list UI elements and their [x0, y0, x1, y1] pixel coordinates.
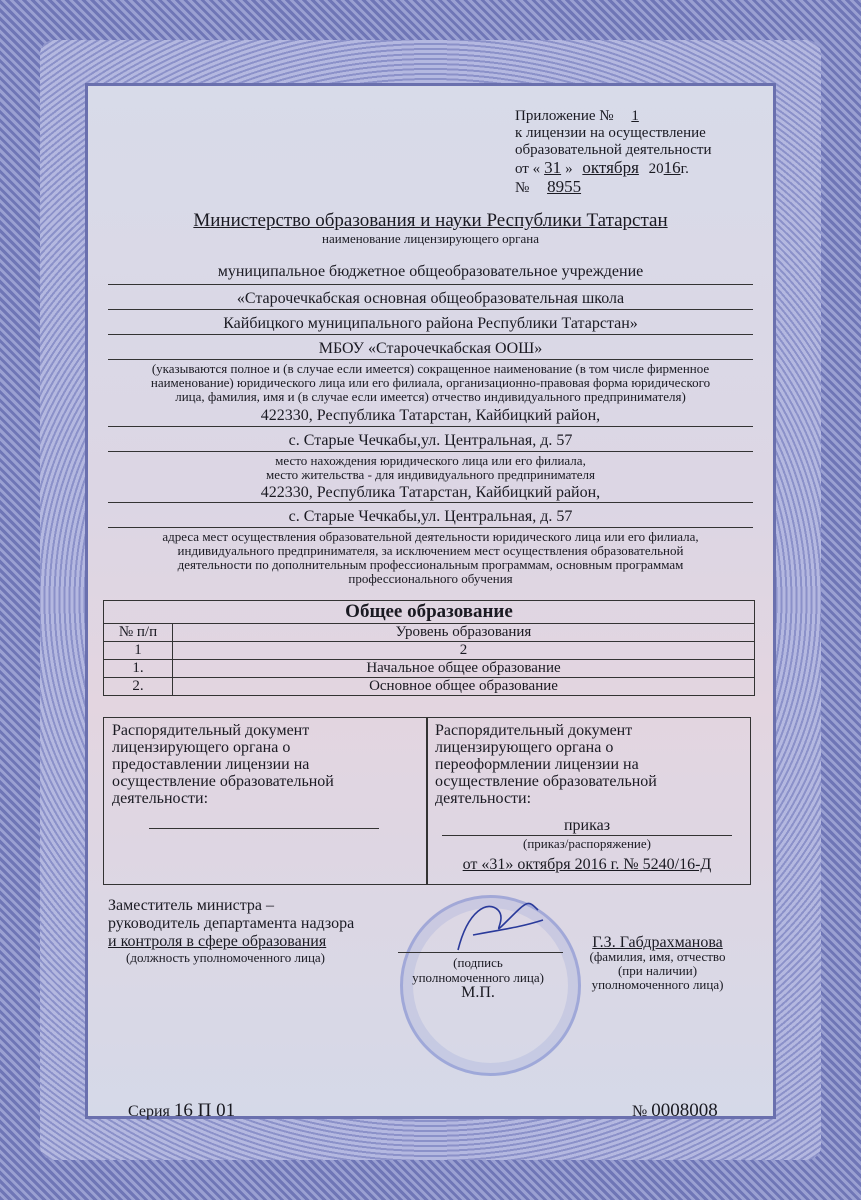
grant-document-box [103, 717, 428, 885]
reissue-document-box [426, 717, 751, 885]
doc-text: Распорядительный документ [435, 722, 633, 739]
number-label: № [515, 180, 530, 196]
license-number: 8955 [547, 177, 582, 196]
name-caption: (при наличии) [617, 963, 698, 978]
doc-text: предоставлении лицензии на [112, 756, 310, 773]
org-line: Кайбицкого муниципального района Республики Татарстан» [108, 310, 753, 335]
table-row [104, 678, 755, 696]
org-line: «Старочечкабская основная общеобразовательная школа [108, 285, 753, 310]
appendix-label: Приложение № [515, 108, 614, 124]
signature-block [398, 952, 558, 1000]
name-caption: (фамилия, имя, отчество [589, 949, 726, 964]
seal-label: М.П. [461, 984, 495, 1001]
education-levels-table [103, 600, 755, 696]
doc-text: деятельности: [112, 790, 209, 807]
month: октября [582, 158, 639, 177]
caption-line: наименование) юридического лица или его филиала, организационно-правовая форма юридического [150, 375, 711, 390]
position-line: и контроля в сфере образования [108, 933, 327, 950]
doc-text: лицензирующего органа о [112, 739, 291, 756]
year-suffix: г. [680, 161, 689, 177]
signatory-position [108, 897, 354, 965]
series [128, 1100, 235, 1122]
blank-line [149, 828, 379, 829]
numbering-cell: 1 [104, 642, 173, 660]
sign-caption: (подпись [453, 955, 503, 970]
caption-line: место жительства - для индивидуального предпринимателя [265, 467, 596, 482]
numbering-cell: 2 [173, 642, 755, 660]
form-number [632, 1100, 718, 1122]
handwritten-signature [438, 890, 548, 960]
form-number-value: 0008008 [651, 1100, 718, 1121]
row-level: Основное общее образование [173, 678, 755, 696]
location-line: с. Старые Чечкабы,ул. Центральная, д. 57 [108, 427, 753, 452]
row-number: 2. [104, 678, 173, 696]
table-row [104, 660, 755, 678]
doc-text: осуществление образовательной [435, 773, 657, 790]
date-prefix: от « [515, 161, 541, 177]
org-short-name: МБОУ «Старочечкабская ООШ» [108, 335, 753, 360]
caption-line: профессионального обучения [348, 571, 513, 586]
caption-line: деятельности по дополнительным профессиональным программам, основным программам [177, 557, 684, 572]
signatory-name: Г.З. Габдрахманова [592, 934, 723, 951]
row-number: 1. [104, 660, 173, 678]
doc-type: приказ [442, 817, 732, 836]
series-value: 16 П 01 [173, 1100, 236, 1121]
appendix-block: Приложение № 1 к лицензии на осуществление образовательной деятельности от « 31 » октября 2016г. № 8955 [515, 108, 765, 197]
series-label: Серия [128, 1103, 170, 1120]
name-caption: уполномоченного лица) [591, 977, 724, 992]
header-cell: Уровень образования [173, 624, 755, 642]
caption-line: место нахождения юридического лица или его филиала, [275, 453, 586, 468]
authority-caption: наименование лицензирующего органа [322, 231, 539, 246]
year-prefix: 20 [648, 161, 664, 177]
doc-reference: от «31» октября 2016 г. № 5240/16-Д [462, 856, 712, 873]
caption-line: (указываются полное и (в случае если имеется) сокращенное наименование (в том числе фирменное [151, 361, 710, 376]
caption-line: лица, фамилия, имя и (в случае если имеется) отчество индивидуального предпринимателя) [175, 389, 686, 404]
day: 31 [544, 158, 562, 177]
location-line: 422330, Республика Татарстан, Кайбицкий район, [108, 404, 753, 427]
header-cell: № п/п [104, 624, 173, 642]
sign-caption: уполномоченного лица) [412, 970, 544, 985]
authority-name: Министерство образования и науки Республики Татарстан [193, 210, 668, 231]
organization-block [108, 260, 753, 586]
row-level: Начальное общее образование [173, 660, 755, 678]
signatory-name-block [575, 935, 740, 992]
appendix-line: к лицензии на осуществление [515, 125, 706, 141]
position-caption: (должность уполномоченного лица) [126, 950, 326, 965]
doc-text: лицензирующего органа о [435, 739, 614, 756]
form-number-label: № [632, 1103, 648, 1120]
position-line: руководитель департамента надзора [108, 915, 355, 932]
year: 16 [663, 158, 681, 177]
appendix-number: 1 [631, 108, 639, 124]
org-line: муниципальное бюджетное общеобразовательное учреждение [108, 260, 753, 285]
doc-text: переоформлении лицензии на [435, 756, 639, 773]
doc-type-caption: (приказ/распоряжение) [523, 836, 651, 851]
position-line: Заместитель министра – [108, 897, 274, 914]
appendix-line: образовательной деятельности [515, 142, 712, 158]
table-title: Общее образование [104, 601, 755, 624]
address-line: с. Старые Чечкабы,ул. Центральная, д. 57 [108, 503, 753, 528]
doc-text: осуществление образовательной [112, 773, 334, 790]
address-line: 422330, Республика Татарстан, Кайбицкий район, [108, 482, 753, 503]
doc-text: деятельности: [435, 790, 532, 807]
doc-text: Распорядительный документ [112, 722, 310, 739]
caption-line: адреса мест осуществления образовательной деятельности юридического лица или его филиала, [162, 529, 699, 544]
caption-line: индивидуального предпринимателя, за исключением мест осуществления образовательной [177, 543, 684, 558]
